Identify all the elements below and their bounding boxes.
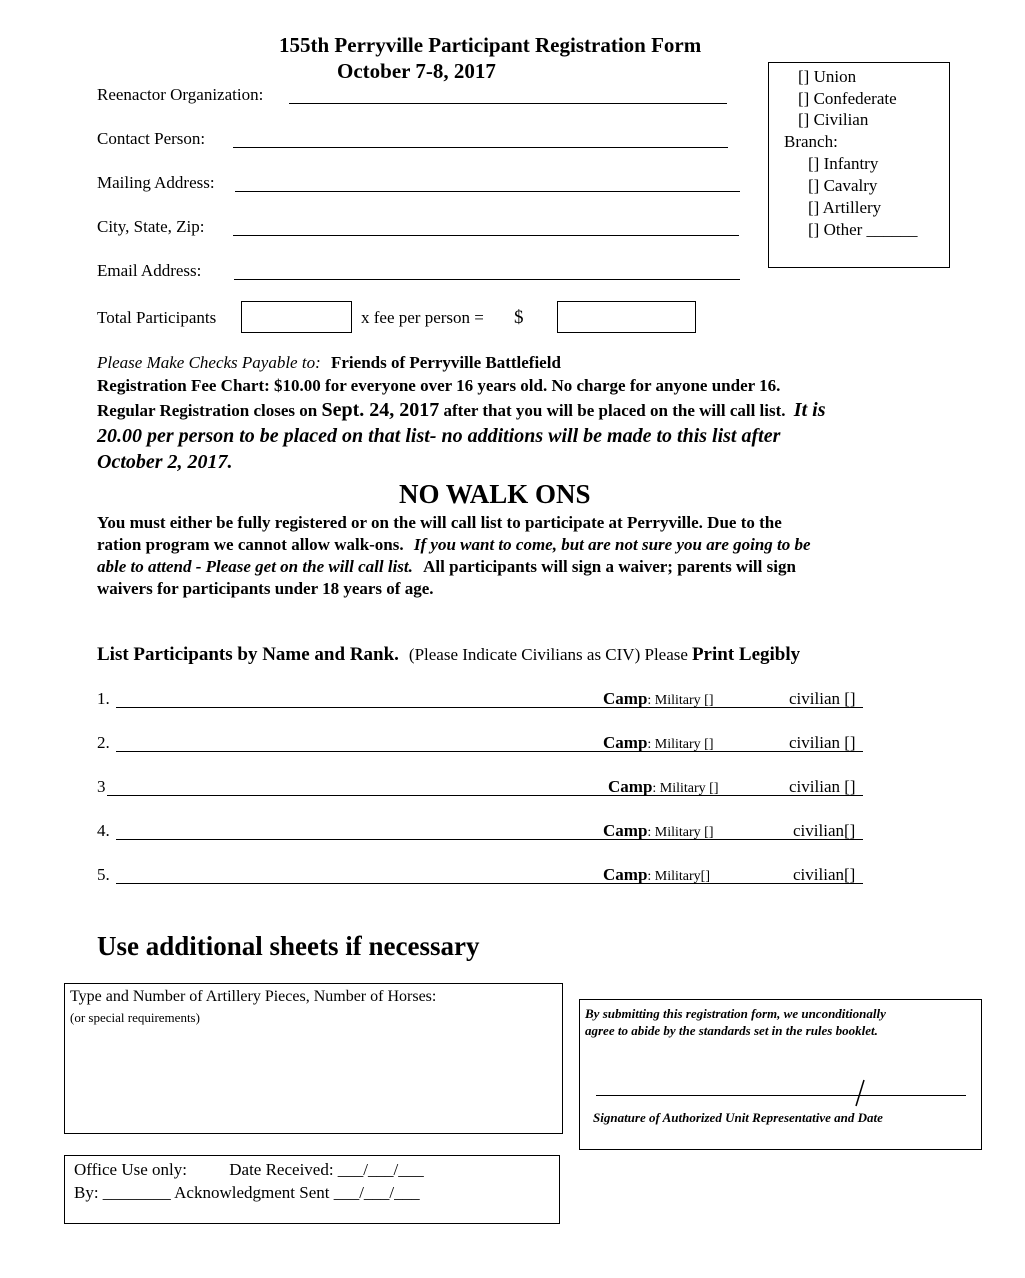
fee-chart: Registration Fee Chart: $10.00 for everyone over 16 years old. No charge for anyone under 16. bbox=[97, 376, 781, 395]
payable-name: Friends of Perryville Battlefield bbox=[331, 353, 561, 372]
date-received[interactable]: Date Received: ___/___/___ bbox=[229, 1160, 424, 1179]
list-heading-c: Print Legibly bbox=[691, 644, 801, 665]
additional-sheets: Use additional sheets if necessary bbox=[97, 931, 480, 961]
camp-label: Camp bbox=[603, 821, 648, 840]
participant-name-field[interactable] bbox=[116, 707, 863, 708]
row-number: 2. bbox=[97, 733, 110, 752]
contact-label: Contact Person: bbox=[97, 129, 206, 148]
office-line-2[interactable]: By: ________ Acknowledgment Sent ___/___/___ bbox=[74, 1183, 420, 1202]
military-checkbox[interactable]: : Military [] bbox=[647, 737, 714, 752]
walk-line-2a: ration program we cannot allow walk-ons. bbox=[97, 535, 404, 554]
civilian-checkbox[interactable]: civilian[] bbox=[793, 865, 856, 884]
signature-box bbox=[579, 999, 982, 1150]
city-label: City, State, Zip: bbox=[97, 217, 205, 236]
reg-text-d: 20.00 per person to be placed on that list- no additions will be made to this list after bbox=[97, 425, 781, 447]
organization-label: Reenactor Organization: bbox=[97, 85, 264, 104]
mailing-field[interactable] bbox=[235, 191, 740, 192]
artillery-box[interactable] bbox=[64, 983, 563, 1134]
walk-line-2b: If you want to come, but are not sure you are going to be bbox=[413, 535, 811, 554]
cavalry-checkbox[interactable]: [] Cavalry bbox=[808, 176, 878, 195]
walk-line-1: You must either be fully registered or on the will call list to participate at Perryville. Due to the bbox=[97, 513, 782, 532]
office-use-label: Office Use only: bbox=[74, 1160, 187, 1179]
military-checkbox[interactable]: : Military [] bbox=[647, 825, 714, 840]
military-checkbox[interactable]: : Military[] bbox=[647, 869, 711, 884]
civilian-checkbox[interactable]: civilian[] bbox=[793, 821, 856, 840]
participant-name-field[interactable] bbox=[116, 751, 863, 752]
civilian-checkbox[interactable]: civilian [] bbox=[789, 733, 856, 752]
camp-selector bbox=[603, 733, 714, 753]
fee-label: x fee per person = bbox=[361, 308, 484, 327]
office-use-box bbox=[64, 1155, 560, 1224]
email-label: Email Address: bbox=[97, 261, 202, 280]
artillery-sub: (or special requirements) bbox=[70, 1010, 200, 1025]
camp-selector bbox=[603, 689, 714, 709]
list-heading-b: (Please Indicate Civilians as CIV) Please bbox=[408, 645, 688, 664]
civilian-checkbox[interactable]: civilian [] bbox=[789, 777, 856, 796]
walk-line-3 bbox=[97, 557, 796, 577]
organization-field[interactable] bbox=[289, 103, 727, 104]
civilian-checkbox[interactable]: civilian [] bbox=[789, 689, 856, 708]
list-heading-a: List Participants by Name and Rank. bbox=[97, 644, 399, 665]
camp-label: Camp bbox=[608, 777, 653, 796]
agreement-line-1: By submitting this registration form, we unconditionally bbox=[585, 1006, 886, 1021]
camp-selector bbox=[603, 865, 710, 885]
participant-name-field[interactable] bbox=[107, 795, 863, 796]
camp-selector bbox=[603, 821, 714, 841]
slash-mark bbox=[850, 1078, 870, 1108]
participant-name-field[interactable] bbox=[116, 883, 863, 884]
total-input[interactable] bbox=[241, 301, 352, 333]
form-title: 155th Perryville Participant Registration Form bbox=[279, 33, 702, 57]
affiliation-box bbox=[768, 62, 950, 268]
row-number: 5. bbox=[97, 865, 110, 884]
confederate-checkbox[interactable]: [] Confederate bbox=[798, 89, 897, 108]
city-field[interactable] bbox=[233, 235, 739, 236]
row-number: 4. bbox=[97, 821, 110, 840]
dollar-sign: $ bbox=[514, 307, 524, 328]
payable-line bbox=[97, 353, 561, 373]
row-number: 1. bbox=[97, 689, 110, 708]
fee-total-input[interactable] bbox=[557, 301, 696, 333]
camp-label: Camp bbox=[603, 689, 648, 708]
list-heading bbox=[97, 644, 800, 666]
contact-field[interactable] bbox=[233, 147, 728, 148]
camp-label: Camp bbox=[603, 733, 648, 752]
email-field[interactable] bbox=[234, 279, 740, 280]
camp-label: Camp bbox=[603, 865, 648, 884]
walk-line-3a: able to attend - Please get on the will call list. bbox=[97, 557, 413, 576]
reg-text-c: It is bbox=[793, 399, 826, 421]
signature-field[interactable] bbox=[596, 1095, 966, 1096]
participant-name-field[interactable] bbox=[116, 839, 863, 840]
artillery-checkbox[interactable]: [] Artillery bbox=[808, 198, 882, 217]
reg-text-e: October 2, 2017. bbox=[97, 451, 233, 473]
agreement-line-2: agree to abide by the standards set in the rules booklet. bbox=[585, 1023, 878, 1038]
signature-label: Signature of Authorized Unit Representative and Date bbox=[593, 1110, 883, 1125]
reg-text-b: after that you will be placed on the will call list. bbox=[443, 401, 786, 420]
no-walk-ons-heading: NO WALK ONS bbox=[399, 479, 591, 509]
total-label: Total Participants bbox=[97, 308, 217, 327]
form-dates: October 7-8, 2017 bbox=[337, 59, 496, 83]
walk-line-3b: All participants will sign a waiver; parents will sign bbox=[423, 557, 796, 576]
infantry-checkbox[interactable]: [] Infantry bbox=[808, 154, 879, 173]
payable-label: Please Make Checks Payable to: bbox=[97, 353, 321, 372]
row-number: 3 bbox=[97, 777, 106, 796]
office-line-1 bbox=[74, 1160, 424, 1180]
military-checkbox[interactable]: : Military [] bbox=[652, 781, 719, 796]
branch-label: Branch: bbox=[784, 132, 838, 151]
artillery-title: Type and Number of Artillery Pieces, Number of Horses: bbox=[70, 988, 437, 1005]
walk-line-2 bbox=[97, 535, 811, 555]
walk-line-4: waivers for participants under 18 years of age. bbox=[97, 579, 434, 598]
union-checkbox[interactable]: [] Union bbox=[798, 67, 857, 86]
other-checkbox[interactable]: [] Other ______ bbox=[808, 220, 918, 239]
military-checkbox[interactable]: : Military [] bbox=[647, 693, 714, 708]
camp-selector bbox=[608, 777, 719, 797]
civilian-checkbox[interactable]: [] Civilian bbox=[798, 110, 869, 129]
mailing-label: Mailing Address: bbox=[97, 173, 215, 192]
reg-date: Sept. 24, 2017 bbox=[321, 399, 440, 421]
registration-line bbox=[97, 399, 825, 422]
reg-text-a: Regular Registration closes on bbox=[97, 401, 318, 420]
